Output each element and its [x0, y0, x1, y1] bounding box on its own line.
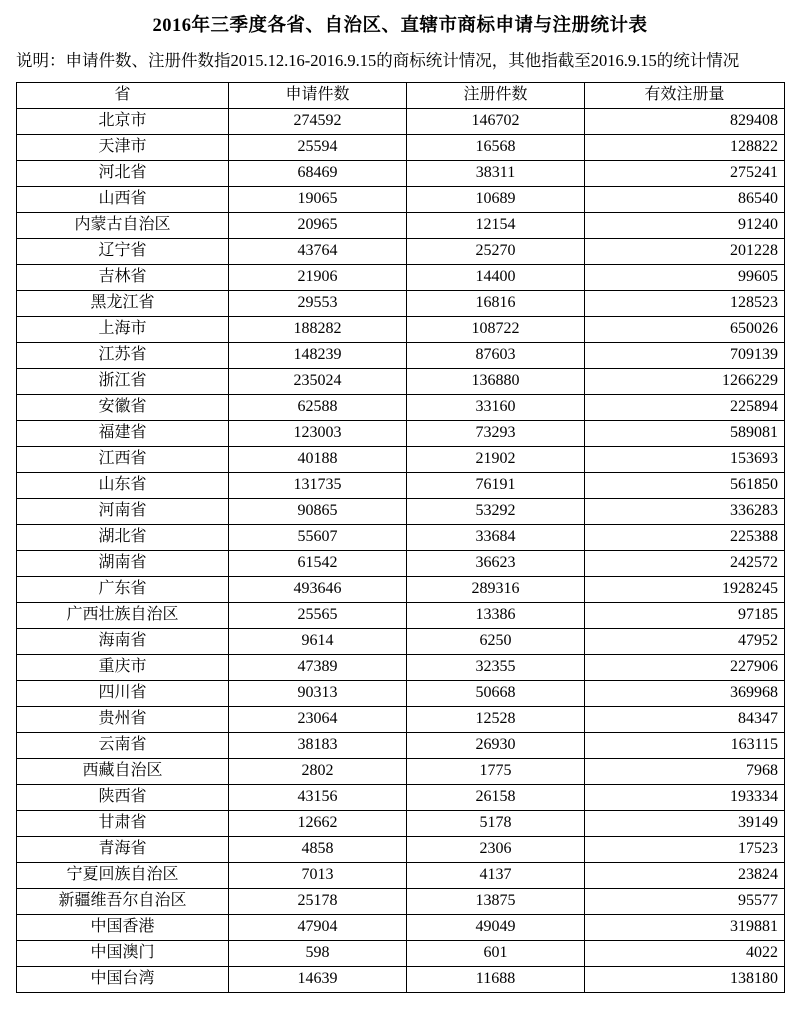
cell-registrations: 73293 [407, 420, 585, 446]
cell-applications: 62588 [229, 394, 407, 420]
table-row [17, 212, 785, 238]
cell-registrations: 26930 [407, 732, 585, 758]
cell-province: 重庆市 [17, 654, 229, 680]
cell-province: 中国香港 [17, 914, 229, 940]
table-row [17, 758, 785, 784]
cell-applications: 90865 [229, 498, 407, 524]
cell-registrations: 21902 [407, 446, 585, 472]
cell-province: 青海省 [17, 836, 229, 862]
cell-province: 山东省 [17, 472, 229, 498]
cell-province: 陕西省 [17, 784, 229, 810]
cell-valid-registrations: 91240 [585, 212, 785, 238]
cell-applications: 274592 [229, 108, 407, 134]
table-row [17, 654, 785, 680]
cell-applications: 131735 [229, 472, 407, 498]
cell-valid-registrations: 128822 [585, 134, 785, 160]
cell-applications: 4858 [229, 836, 407, 862]
document-note: 说明：申请件数、注册件数指2015.12.16-2016.9.15的商标统计情况，其他指截至2016.9.15的统计情况 [16, 51, 740, 71]
cell-applications: 9614 [229, 628, 407, 654]
cell-registrations: 2306 [407, 836, 585, 862]
cell-applications: 19065 [229, 186, 407, 212]
cell-province: 新疆维吾尔自治区 [17, 888, 229, 914]
cell-valid-registrations: 709139 [585, 342, 785, 368]
cell-valid-registrations: 561850 [585, 472, 785, 498]
cell-registrations: 14400 [407, 264, 585, 290]
cell-province: 河南省 [17, 498, 229, 524]
table-header [17, 82, 785, 108]
cell-valid-registrations: 336283 [585, 498, 785, 524]
table-body [17, 108, 785, 992]
cell-applications: 47904 [229, 914, 407, 940]
cell-applications: 43764 [229, 238, 407, 264]
cell-valid-registrations: 86540 [585, 186, 785, 212]
cell-registrations: 108722 [407, 316, 585, 342]
cell-valid-registrations: 47952 [585, 628, 785, 654]
cell-province: 湖南省 [17, 550, 229, 576]
table-row [17, 888, 785, 914]
cell-valid-registrations: 589081 [585, 420, 785, 446]
cell-province: 吉林省 [17, 264, 229, 290]
cell-province: 广东省 [17, 576, 229, 602]
table-row [17, 186, 785, 212]
table-row [17, 680, 785, 706]
cell-valid-registrations: 275241 [585, 160, 785, 186]
cell-province: 辽宁省 [17, 238, 229, 264]
cell-registrations: 1775 [407, 758, 585, 784]
cell-valid-registrations: 99605 [585, 264, 785, 290]
cell-registrations: 38311 [407, 160, 585, 186]
cell-applications: 40188 [229, 446, 407, 472]
cell-registrations: 11688 [407, 966, 585, 992]
cell-applications: 43156 [229, 784, 407, 810]
table-row [17, 394, 785, 420]
cell-valid-registrations: 84347 [585, 706, 785, 732]
cell-registrations: 76191 [407, 472, 585, 498]
cell-province: 中国台湾 [17, 966, 229, 992]
table-row [17, 264, 785, 290]
trademark-statistics-table [16, 82, 785, 993]
cell-applications: 598 [229, 940, 407, 966]
cell-applications: 7013 [229, 862, 407, 888]
cell-province: 甘肃省 [17, 810, 229, 836]
cell-applications: 14639 [229, 966, 407, 992]
table-row [17, 628, 785, 654]
cell-applications: 29553 [229, 290, 407, 316]
cell-registrations: 53292 [407, 498, 585, 524]
cell-valid-registrations: 227906 [585, 654, 785, 680]
table-row [17, 914, 785, 940]
cell-applications: 38183 [229, 732, 407, 758]
cell-applications: 25565 [229, 602, 407, 628]
cell-applications: 47389 [229, 654, 407, 680]
column-header-applications: 申请件数 [229, 82, 407, 108]
cell-valid-registrations: 193334 [585, 784, 785, 810]
table-row [17, 602, 785, 628]
cell-valid-registrations: 829408 [585, 108, 785, 134]
table-row [17, 550, 785, 576]
cell-province: 内蒙古自治区 [17, 212, 229, 238]
cell-province: 海南省 [17, 628, 229, 654]
cell-province: 河北省 [17, 160, 229, 186]
cell-applications: 2802 [229, 758, 407, 784]
cell-valid-registrations: 138180 [585, 966, 785, 992]
cell-applications: 25178 [229, 888, 407, 914]
cell-province: 天津市 [17, 134, 229, 160]
table-row [17, 810, 785, 836]
cell-registrations: 6250 [407, 628, 585, 654]
cell-valid-registrations: 319881 [585, 914, 785, 940]
cell-registrations: 289316 [407, 576, 585, 602]
cell-registrations: 25270 [407, 238, 585, 264]
cell-registrations: 33684 [407, 524, 585, 550]
cell-registrations: 50668 [407, 680, 585, 706]
cell-valid-registrations: 17523 [585, 836, 785, 862]
cell-registrations: 12528 [407, 706, 585, 732]
cell-registrations: 601 [407, 940, 585, 966]
column-header-province: 省 [17, 82, 229, 108]
cell-province: 山西省 [17, 186, 229, 212]
table-row [17, 706, 785, 732]
cell-registrations: 13386 [407, 602, 585, 628]
cell-applications: 493646 [229, 576, 407, 602]
cell-registrations: 13875 [407, 888, 585, 914]
table-row [17, 498, 785, 524]
table-row [17, 446, 785, 472]
cell-province: 福建省 [17, 420, 229, 446]
cell-province: 西藏自治区 [17, 758, 229, 784]
cell-applications: 148239 [229, 342, 407, 368]
table-row [17, 472, 785, 498]
cell-valid-registrations: 650026 [585, 316, 785, 342]
cell-province: 江西省 [17, 446, 229, 472]
cell-registrations: 136880 [407, 368, 585, 394]
table-row [17, 784, 785, 810]
cell-registrations: 10689 [407, 186, 585, 212]
cell-valid-registrations: 23824 [585, 862, 785, 888]
cell-applications: 23064 [229, 706, 407, 732]
cell-applications: 188282 [229, 316, 407, 342]
cell-valid-registrations: 225388 [585, 524, 785, 550]
cell-province: 北京市 [17, 108, 229, 134]
cell-province: 安徽省 [17, 394, 229, 420]
cell-province: 湖北省 [17, 524, 229, 550]
cell-registrations: 146702 [407, 108, 585, 134]
column-header-valid-registrations: 有效注册量 [585, 82, 785, 108]
cell-applications: 55607 [229, 524, 407, 550]
table-row [17, 368, 785, 394]
cell-registrations: 32355 [407, 654, 585, 680]
cell-province: 浙江省 [17, 368, 229, 394]
cell-registrations: 4137 [407, 862, 585, 888]
table-row [17, 836, 785, 862]
table-row [17, 862, 785, 888]
table-header-row [17, 82, 785, 108]
cell-province: 云南省 [17, 732, 229, 758]
table-row [17, 420, 785, 446]
cell-province: 广西壮族自治区 [17, 602, 229, 628]
table-row [17, 966, 785, 992]
cell-valid-registrations: 7968 [585, 758, 785, 784]
cell-valid-registrations: 4022 [585, 940, 785, 966]
cell-applications: 25594 [229, 134, 407, 160]
cell-applications: 68469 [229, 160, 407, 186]
cell-province: 宁夏回族自治区 [17, 862, 229, 888]
cell-valid-registrations: 163115 [585, 732, 785, 758]
cell-registrations: 36623 [407, 550, 585, 576]
cell-registrations: 16816 [407, 290, 585, 316]
cell-valid-registrations: 153693 [585, 446, 785, 472]
cell-valid-registrations: 1266229 [585, 368, 785, 394]
cell-registrations: 87603 [407, 342, 585, 368]
table-row [17, 940, 785, 966]
cell-valid-registrations: 128523 [585, 290, 785, 316]
cell-registrations: 5178 [407, 810, 585, 836]
table-row [17, 160, 785, 186]
cell-registrations: 16568 [407, 134, 585, 160]
cell-valid-registrations: 97185 [585, 602, 785, 628]
cell-province: 上海市 [17, 316, 229, 342]
table-row [17, 108, 785, 134]
table-row [17, 316, 785, 342]
cell-valid-registrations: 201228 [585, 238, 785, 264]
cell-valid-registrations: 39149 [585, 810, 785, 836]
table-row [17, 290, 785, 316]
cell-applications: 21906 [229, 264, 407, 290]
table-row [17, 576, 785, 602]
table-row [17, 524, 785, 550]
cell-valid-registrations: 95577 [585, 888, 785, 914]
column-header-registrations: 注册件数 [407, 82, 585, 108]
cell-registrations: 49049 [407, 914, 585, 940]
cell-applications: 61542 [229, 550, 407, 576]
cell-applications: 12662 [229, 810, 407, 836]
cell-province: 黑龙江省 [17, 290, 229, 316]
page-title: 2016年三季度各省、自治区、直辖市商标申请与注册统计表 [152, 16, 648, 36]
cell-valid-registrations: 1928245 [585, 576, 785, 602]
cell-province: 贵州省 [17, 706, 229, 732]
cell-province: 江苏省 [17, 342, 229, 368]
cell-applications: 235024 [229, 368, 407, 394]
cell-applications: 20965 [229, 212, 407, 238]
table-row [17, 732, 785, 758]
cell-registrations: 33160 [407, 394, 585, 420]
cell-province: 四川省 [17, 680, 229, 706]
cell-applications: 90313 [229, 680, 407, 706]
cell-applications: 123003 [229, 420, 407, 446]
cell-valid-registrations: 369968 [585, 680, 785, 706]
table-row [17, 238, 785, 264]
cell-valid-registrations: 242572 [585, 550, 785, 576]
cell-registrations: 12154 [407, 212, 585, 238]
cell-valid-registrations: 225894 [585, 394, 785, 420]
cell-registrations: 26158 [407, 784, 585, 810]
table-row [17, 342, 785, 368]
cell-province: 中国澳门 [17, 940, 229, 966]
table-row [17, 134, 785, 160]
